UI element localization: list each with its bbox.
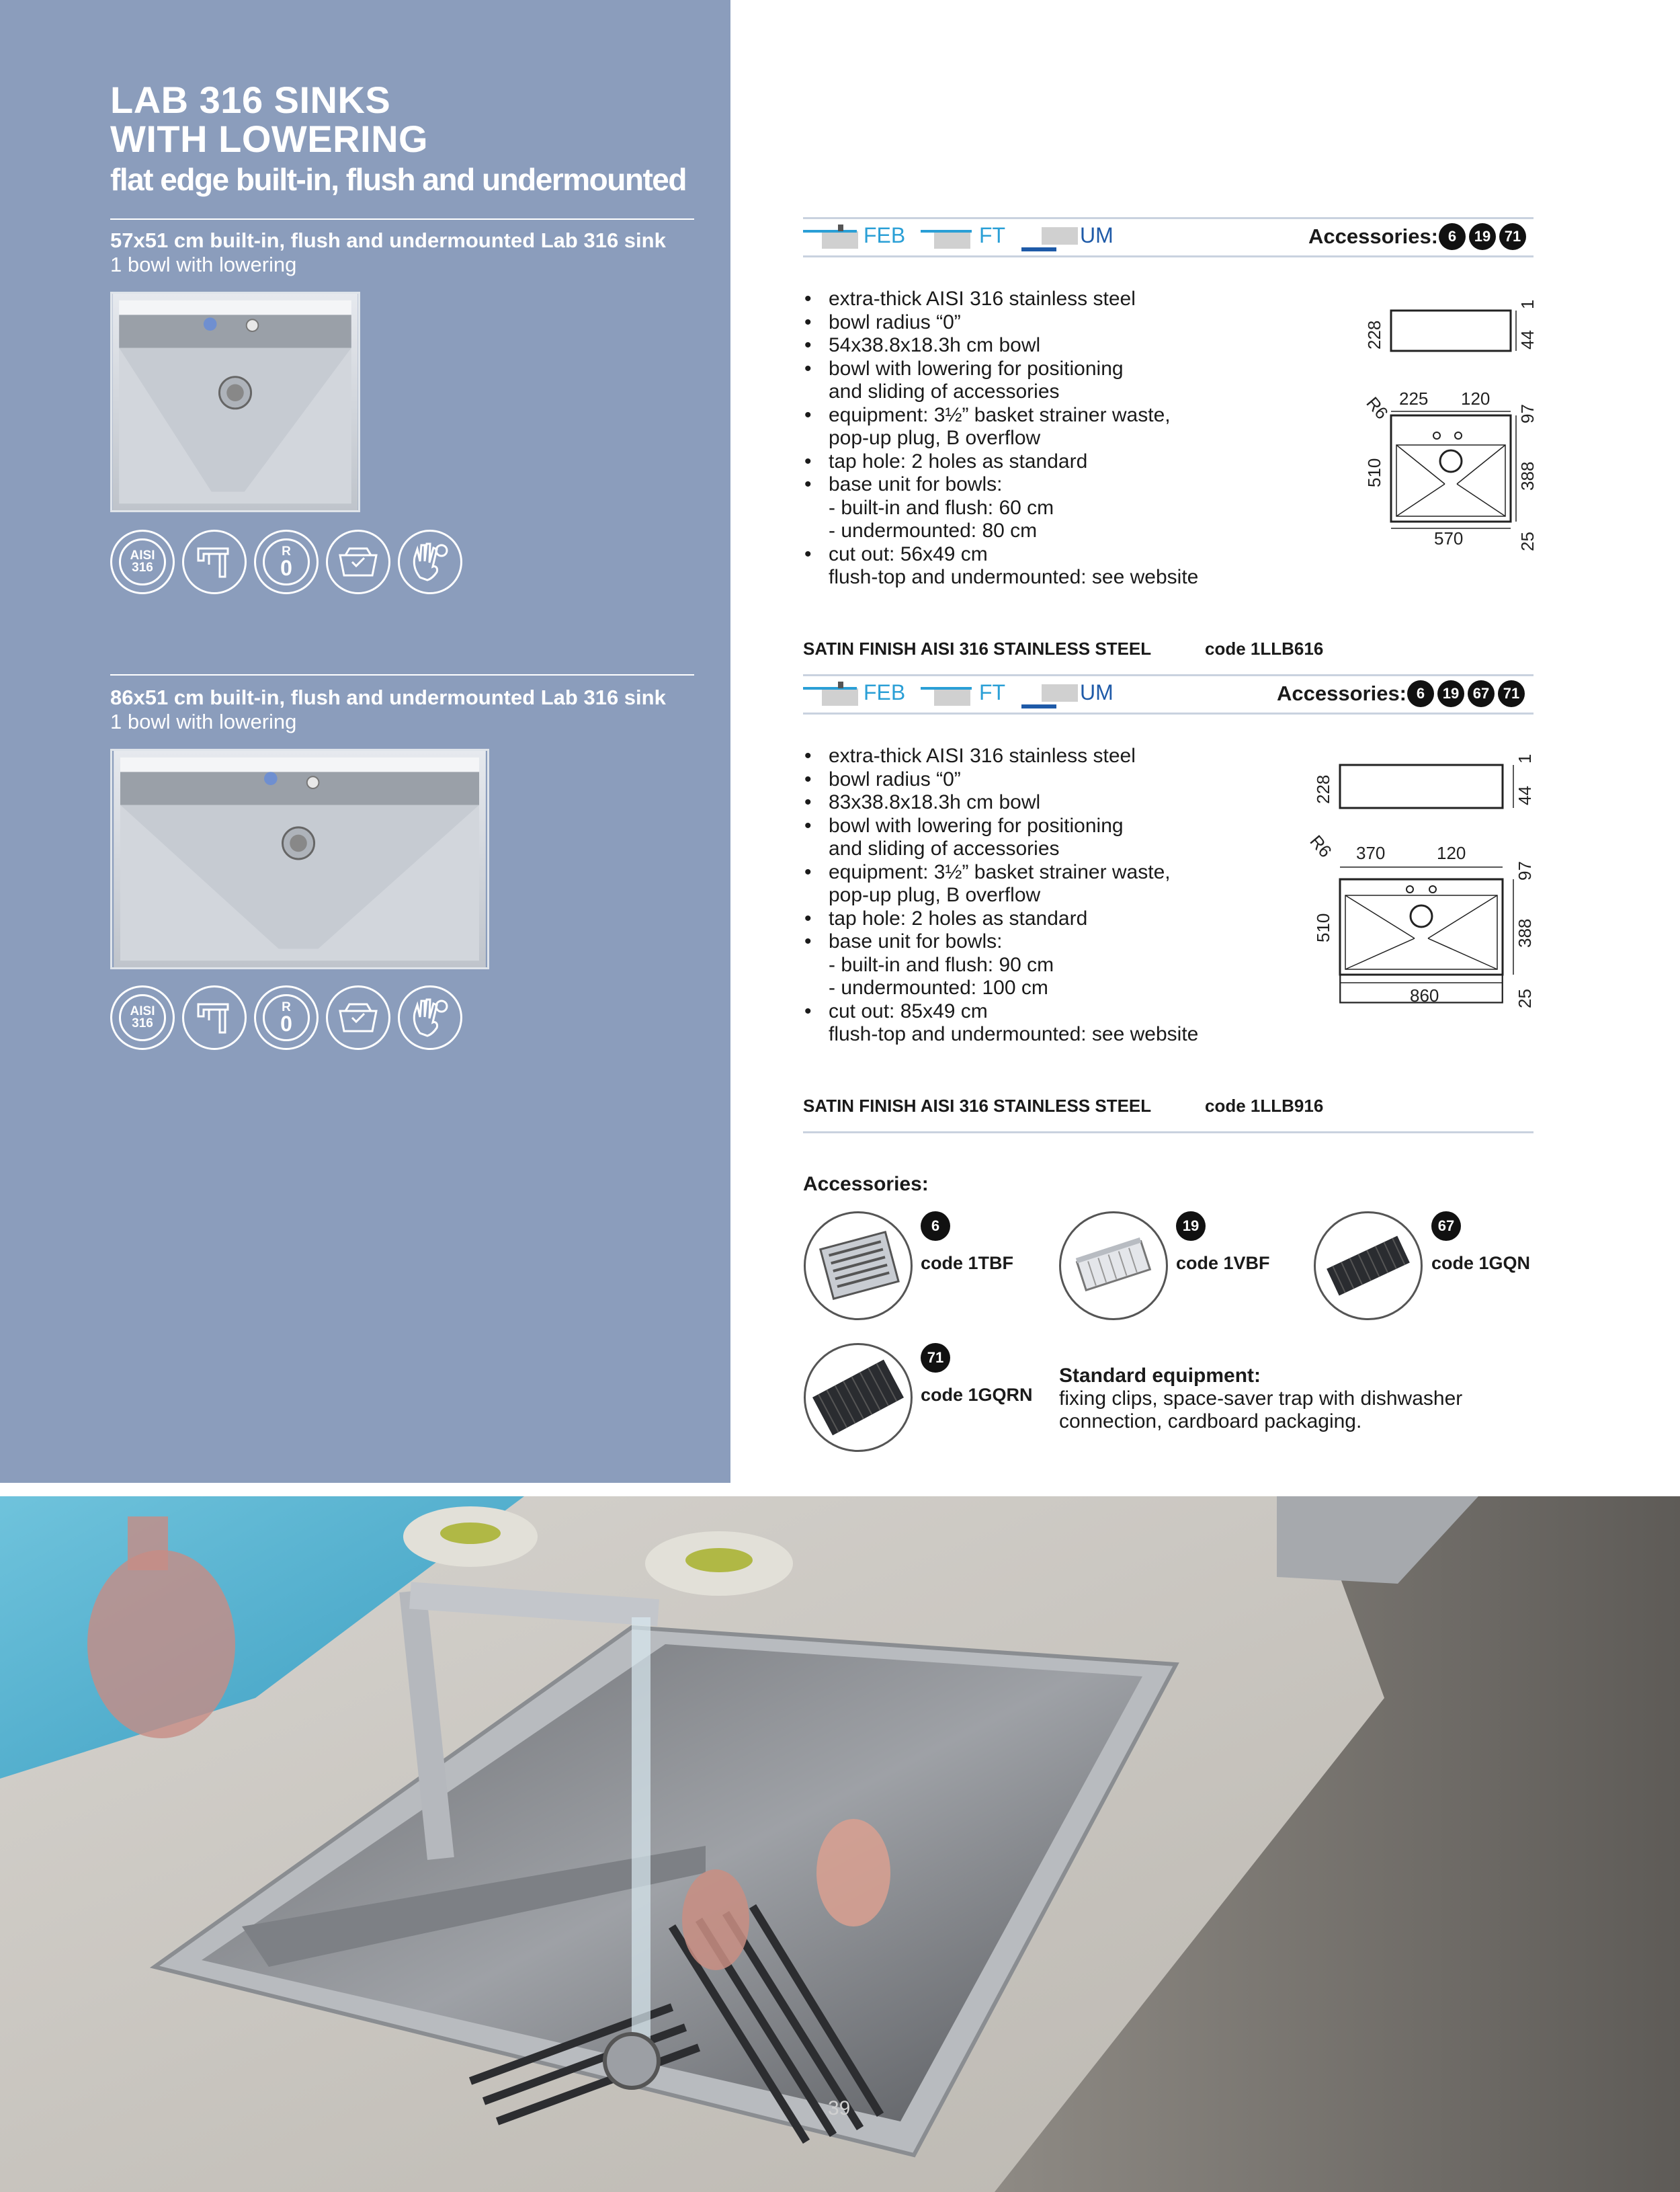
title-line-2: WITH LOWERING: [110, 118, 429, 160]
feature-item: - built-in and flush: 60 cm: [829, 496, 1054, 519]
accessories-label: Accessories:: [1277, 682, 1407, 705]
flush-icon: [921, 682, 974, 707]
accessories-title: Accessories:: [803, 1173, 929, 1195]
dim-label: 1: [1517, 299, 1538, 309]
dim-label: 388: [1515, 918, 1535, 948]
product-2-heading: [110, 686, 666, 734]
flush-icon: [921, 225, 974, 250]
kitchen-sink-photo: [0, 1496, 1680, 2192]
feature-item: • base unit for bowls:: [803, 930, 1334, 954]
feature-item: • tap hole: 2 holes as standard: [803, 907, 1334, 931]
title-line-1: LAB 316 SINKS: [110, 79, 391, 121]
accessory-badge: 6: [1407, 680, 1434, 707]
type-ft: FT: [979, 680, 1006, 704]
caliper-icon: [182, 985, 247, 1050]
dim-label: 25: [1515, 989, 1535, 1008]
feature-item: • 54x38.8x18.3h cm bowl: [803, 334, 1334, 358]
product-1-finish: SATIN FINISH AISI 316 STAINLESS STEEL: [803, 639, 1152, 659]
install-type-row-2: [803, 676, 1534, 714]
sidebar-panel: [0, 0, 730, 1483]
product-1-title: 57x51 cm built-in, flush and undermounted Lab 316 sink: [110, 229, 666, 252]
feature-item: flush-top and undermounted: see website: [829, 566, 1199, 588]
hand-care-icon: [398, 985, 462, 1050]
accessory-67-image: [1314, 1211, 1423, 1320]
product-1-subtitle: 1 bowl with lowering: [110, 253, 297, 276]
feature-item: and sliding of accessories: [829, 838, 1060, 860]
accessory-badge: 19: [1469, 223, 1496, 250]
feature-item: • cut out: 56x49 cm: [803, 543, 1334, 567]
dim-label: 570: [1434, 528, 1464, 549]
divider: [110, 674, 694, 676]
feature-item: • tap hole: 2 holes as standard: [803, 450, 1334, 474]
feature-item: and sliding of accessories: [829, 380, 1060, 403]
sink-basin-icon: [326, 530, 390, 594]
standard-equipment-title: Standard equipment:: [1059, 1365, 1261, 1387]
accessory-number: 6: [921, 1211, 950, 1241]
product-2-code: code 1LLB916: [1205, 1096, 1324, 1116]
caliper-icon: [182, 530, 247, 594]
type-feb: FEB: [864, 223, 906, 247]
feature-icons-2: [110, 985, 462, 1050]
feature-item: - undermounted: 80 cm: [829, 520, 1038, 542]
product-2-subtitle: 1 bowl with lowering: [110, 710, 297, 733]
feature-item: • bowl with lowering for positioning: [803, 358, 1334, 381]
feature-icons-1: [110, 530, 462, 594]
accessory-badge: 71: [1499, 223, 1526, 250]
dim-label: R6: [1306, 831, 1336, 862]
dim-label: 388: [1517, 461, 1538, 491]
divider: [803, 713, 1534, 715]
type-ft: FT: [979, 223, 1006, 247]
product-2-features: [803, 745, 1334, 1047]
feature-item: • bowl radius “0”: [803, 311, 1334, 335]
feature-item: • bowl with lowering for positioning: [803, 815, 1334, 838]
feature-item: - undermounted: 100 cm: [829, 977, 1048, 999]
accessory-code: code 1GQRN: [921, 1385, 1033, 1405]
product-1-features: [803, 288, 1334, 590]
feature-item: • extra-thick AISI 316 stainless steel: [803, 288, 1334, 311]
undermount-icon: [1021, 225, 1078, 253]
dim-label: 228: [1313, 774, 1333, 804]
product-1-code: code 1LLB616: [1205, 639, 1324, 659]
page-subtitle: flat edge built-in, flush and undermounted: [110, 162, 686, 197]
radius-zero-icon: R 0: [254, 985, 319, 1050]
divider: [803, 255, 1534, 257]
divider: [803, 1131, 1534, 1133]
dim-label: R6: [1362, 393, 1392, 423]
feature-item: pop-up plug, B overflow: [829, 884, 1041, 906]
feature-item: • equipment: 3½” basket strainer waste,: [803, 861, 1334, 885]
feature-item: • equipment: 3½” basket strainer waste,: [803, 404, 1334, 428]
accessory-19-image: [1059, 1211, 1168, 1320]
accessory-code: code 1GQN: [1431, 1253, 1531, 1273]
dim-label: 44: [1517, 330, 1538, 350]
page-number: 39: [828, 2097, 851, 2119]
accessory-badge: 6: [1439, 223, 1466, 250]
product-2-dimension-drawing: [1290, 739, 1546, 1015]
aisi-316-icon: AISI 316: [110, 985, 175, 1050]
install-type-row-1: [803, 219, 1534, 257]
product-1-image: [110, 292, 360, 512]
accessory-code: code 1TBF: [921, 1253, 1014, 1273]
accessory-71-image: [804, 1343, 913, 1452]
divider: [110, 218, 694, 220]
accessory-number: 67: [1431, 1211, 1461, 1241]
accessory-number: 19: [1176, 1211, 1206, 1241]
undermount-icon: [1021, 682, 1078, 710]
feature-item: - built-in and flush: 90 cm: [829, 953, 1054, 976]
dim-label: 225: [1399, 389, 1429, 409]
aisi-316-icon: AISI 316: [110, 530, 175, 594]
product-1-heading: [110, 229, 666, 277]
accessory-badge: 19: [1437, 680, 1464, 707]
feature-item: • base unit for bowls:: [803, 473, 1334, 497]
product-1-dimension-drawing: [1351, 282, 1546, 551]
feature-item: flush-top and undermounted: see website: [829, 1023, 1199, 1045]
built-in-icon: [803, 682, 864, 707]
accessory-badge: 67: [1468, 680, 1495, 707]
dim-label: 228: [1364, 320, 1384, 350]
dim-label: 44: [1515, 786, 1535, 805]
accessory-badge: 71: [1498, 680, 1525, 707]
dim-label: 860: [1410, 985, 1439, 1006]
dim-label: 370: [1356, 843, 1386, 863]
dim-label: 97: [1517, 404, 1538, 423]
dim-label: 120: [1461, 389, 1490, 409]
dim-label: 510: [1313, 913, 1333, 942]
dim-label: 25: [1517, 532, 1538, 551]
dim-label: 1: [1515, 754, 1535, 764]
feature-item: • bowl radius “0”: [803, 768, 1334, 792]
built-in-icon: [803, 225, 864, 250]
type-um: UM: [1080, 680, 1114, 704]
dim-label: 510: [1364, 458, 1384, 487]
accessory-number: 71: [921, 1343, 950, 1373]
sink-basin-icon: [326, 985, 390, 1050]
standard-equipment-text: fixing clips, space-saver trap with dishwasher connection, cardboard packaging.: [1059, 1387, 1463, 1432]
product-2-image: [110, 749, 489, 969]
accessory-6-image: [804, 1211, 913, 1320]
page-title: [110, 81, 428, 159]
type-um: UM: [1080, 223, 1114, 247]
radius-zero-icon: R 0: [254, 530, 319, 594]
feature-item: • extra-thick AISI 316 stainless steel: [803, 745, 1334, 768]
accessory-code: code 1VBF: [1176, 1253, 1270, 1273]
product-2-title: 86x51 cm built-in, flush and undermounted Lab 316 sink: [110, 686, 666, 709]
accessories-label: Accessories:: [1308, 225, 1439, 248]
feature-item: pop-up plug, B overflow: [829, 427, 1041, 449]
dim-label: 120: [1437, 843, 1466, 863]
feature-item: • 83x38.8x18.3h cm bowl: [803, 791, 1334, 815]
hand-care-icon: [398, 530, 462, 594]
feature-item: • cut out: 85x49 cm: [803, 1000, 1334, 1024]
product-2-finish: SATIN FINISH AISI 316 STAINLESS STEEL: [803, 1096, 1152, 1116]
dim-label: 97: [1515, 861, 1535, 881]
type-feb: FEB: [864, 680, 906, 704]
